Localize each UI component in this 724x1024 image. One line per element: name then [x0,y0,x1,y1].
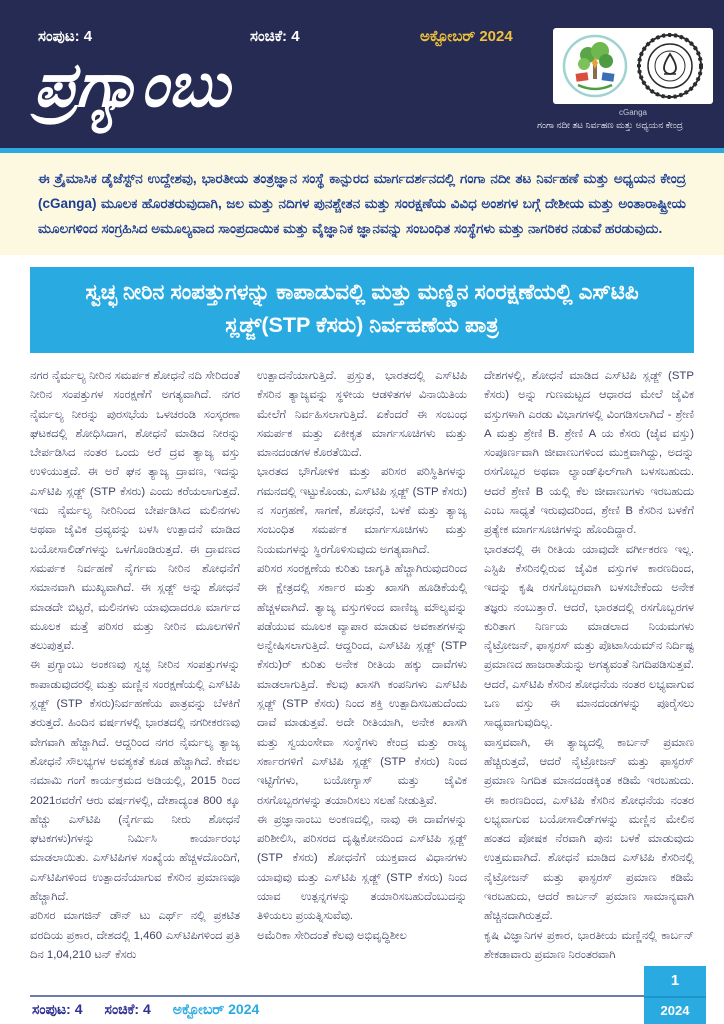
article-paragraph: ದೇಶಗಳಲ್ಲಿ, ಶೋಧನೆ ಮಾಡಿದ ಎಸ್‌ಟಿಪಿ ಸ್ಲಡ್ಜ್ (STP ಕೆಸರು) ಅನ್ನು ಗುಣಮಟ್ಟದ ಆಧಾರದ ಮೇಲೆ ಜೈವಿಕ ವಸ್ತುಗಳಾಗಿ ಎರಡು ವಿಭಾಗಗಳಲ್ಲಿ ವಿಂಗಡಿಸಲಾಗಿದೆ - ಶ್ರೇಣಿ A ಮತ್ತು ಶ್ರೇಣಿ B. ಶ್ರೇಣಿ A ಯ ಕೆಸರು (ಜೈವ ವಸ್ತು) ಸಂಪೂರ್ಣವಾಗಿ ಜೀವಾಣುಗಳಿಂದ ಮುಕ್ತವಾಗಿದ್ದು, ಅದನ್ನು ರಸಗೊಬ್ಬರ ಅಥವಾ ಲ್ಯಾಂಡ್‌ಫಿಲ್‌ಗಾಗಿ ಬಳಸಬಹುದು. ಆದರೆ ಶ್ರೇಣಿ B ಯಲ್ಲಿ ಕೆಲ ಜೀವಾಣುಗಳು ಇರಬಹುದು ಎಂಬ ಸಾಧ್ಯತೆ ಇರುವುದರಿಂದ, ಶ್ರೇಣಿ B ಕೆಸರಿನ ಬಳಕೆಗೆ ಪ್ರತ್ಯೇಕ ಮಾರ್ಗಸೂಚಿಗಳನ್ನು ಹೊಂದಿದ್ದಾರೆ. [484,370,694,537]
masthead-title: ಪ್ರಗ್ಯಾಂಬು [34,48,230,121]
article-column-1 [30,367,240,1007]
article-paragraph: ನಗರ ನೈರ್ಮಲ್ಯ ನೀರಿನ ಸಮರ್ಪಕ ಶೋಧನೆ ನದಿ ಸೇರಿದಂತೆ ನೀರಿನ ಸಂಪತ್ತುಗಳ ಸಂರಕ್ಷಣೆಗೆ ಅಗತ್ಯವಾಗಿದೆ. ನಗರ ನೈರ್ಮಲ್ಯ ನೀರನ್ನು ಪುರಸಭೆಯ ಒಳಚರಂಡಿ ಸಂಸ್ಕರಣಾ ಘಟಕದಲ್ಲಿ ಶೋಧಿಸಿದಾಗ, ಶೋಧನೆ ಮಾಡಿದ ನೀರನ್ನು ಬೇರ್ಪಡಿಸಿದ ನಂತರ ಒಂದು ಅರೆ ದ್ರವ ತ್ಯಾಜ್ಯ ವಸ್ತು ಉಳಿಯುತ್ತದೆ. ಈ ಅರೆ ಘನ ತ್ಯಾಜ್ಯ ದ್ರಾವಣ, ಇದನ್ನು ಎಸ್‌ಟಿಪಿ ಸ್ಲಡ್ಜ್ (STP ಕೆಸರು) ಎಂದು ಕರೆಯಲಾಗುತ್ತದೆ. ಇದು ನೈರ್ಮಲ್ಯ ನೀರಿನಿಂದ ಬೇರ್ಪಡಿಸಿದ ಮಲಿನಗಳು ಅಥವಾ ಜೈವಿಕ ದ್ರವ್ಯವನ್ನು ಬಳಸಿ ಉತ್ಪಾದನೆ ಮಾಡಿದ ಬಯೋಸಾಲಿಡ್‌ಗಳನ್ನು ಒಳಗೊಂಡಿರುತ್ತದೆ. ಈ ದ್ರಾವಣದ ಸಮರ್ಪಕ ನಿರ್ವಹಣೆ ನೈರ್ಗಮ ನೀರಿನ ಶೋಧನೆಗೆ ಸಮಾನವಾಗಿ ಮುಖ್ಯವಾಗಿದೆ. ಈ ಸ್ಲಡ್ಜ್ ಅನ್ನು ಶೋಧನೆ ಮಾಡದೇ ಬಿಟ್ಟರೆ, ಮಲಿನಗಳು ಯಾವುದಾದರೂ ಮಾರ್ಗದ ಮೂಲಕ ಮತ್ತೆ ಪರಿಸರ ಮತ್ತು ನೀರಿನ ಮೂಲಗಳಿಗೆ ತಲುಪುತ್ತವೆ. [30,370,240,653]
footer-rule [30,995,644,997]
footer-volume-label: ಸಂಪುಟ: 4 [32,1001,83,1017]
article-paragraph: ಈ ಪ್ರಜ್ಞಾನಾಂಬು ಅಂಕಣದಲ್ಲಿ, ನಾವು ಈ ದಾವೆಗಳನ್ನು ಪರಿಶೀಲಿಸಿ, ಪರಿಸರದ ದೃಷ್ಟಿಕೋನದಿಂದ ಎಸ್‌ಟಿಪಿ ಸ್ಲಡ್ಜ್ (STP ಕೆಸರು) ಶೋಧನೆಗೆ ಯುಕ್ತವಾದ ವಿಧಾನಗಳು ಯಾವುವು ಮತ್ತು ಎಸ್‌ಟಿಪಿ ಸ್ಲಡ್ಜ್ (STP ಕೆಸರು) ನಿಂದ ಯಾವ ಉತ್ಪನ್ನಗಳನ್ನು ತಯಾರಿಸಬಹುದೆಂಬುದನ್ನು ತಿಳಿಯಲು ಪ್ರಯತ್ನಿಸುವೆವು. [257,813,467,923]
cganga-logo-icon [562,33,628,99]
article-paragraph: ವಾಸ್ತವವಾಗಿ, ಈ ತ್ಯಾಜ್ಯದಲ್ಲಿ ಕಾರ್ಬನ್ ಪ್ರಮಾಣ ಹೆಚ್ಚಿರುತ್ತದೆ, ಆದರೆ ನೈಟ್ರೋಜನ್ ಮತ್ತು ಫಾಸ್ಫರಸ್ ಪ್ರಮಾಣ ನಿಗದಿತ ಮಾನದಂಡಕ್ಕಿಂತ ಕಡಿಮೆ ಇರಬಹುದು. ಈ ಕಾರಣದಿಂದ, ಎಸ್‌ಟಿಪಿ ಕೆಸರಿನ ಶೋಧನೆಯ ನಂತರ ಲಭ್ಯವಾಗುವ ಬಯೋಸಾಲಿಡ್‌ಗಳನ್ನು ಮಣ್ಣಿನ ಮೇಲಿನ ಹಂತದ ಪೋಷಕ ನೆರವಾಗಿ ಪುನಃ ಬಳಕೆ ಮಾಡುವುದು ಉತ್ತಮವಾಗಿದೆ. ಶೋಧನೆ ಮಾಡಿದ ಎಸ್‌ಟಿಪಿ ಕೆಸರಿನಲ್ಲಿ ನೈಟ್ರೋಜನ್ ಮತ್ತು ಫಾಸ್ಫರಸ್ ಪ್ರಮಾಣ ಕಡಿಮೆ ಇರಬಹುದು, ಆದರೆ ಕಾರ್ಬನ್ ಪ್ರಮಾಣ ಸಾಮಾನ್ಯವಾಗಿ ಹೆಚ್ಚಿನದಾಗಿರುತ್ತದೆ. [484,736,694,923]
footer-meta [32,1001,259,1018]
article-paragraph: ಕೃಷಿ ವಿಜ್ಞಾನಿಗಳ ಪ್ರಕಾರ, ಭಾರತೀಯ ಮಣ್ಣಿನಲ್ಲಿ ಕಾರ್ಬನ್ ಶೇಕಡಾವಾರು ಪ್ರಮಾಣ ನಿರಂತರವಾಗಿ [484,929,694,961]
article-column-3 [484,367,694,1007]
masthead-header [0,0,724,148]
article-headline-box [30,267,694,353]
article-headline: ಸ್ವಚ್ಛ ನೀರಿನ ಸಂಪತ್ತುಗಳನ್ನು ಕಾಪಾಡುವಲ್ಲಿ ಮತ್ತು ಮಣ್ಣಿನ ಸಂರಕ್ಷಣೆಯಲ್ಲಿ ಎಸ್‌ಟಿಪಿ ಸ್ಲಡ್ಜ್(STP ಕೆಸರು) ನಿರ್ವಹಣೆಯ ಪಾತ್ರ [85,280,639,337]
org-caption: ಗಂಗಾ ನದೀ ತಟ ನಿರ್ವಹಣ ಮತ್ತು ಅಧ್ಯಯನ ಕೇಂದ್ರ [537,120,683,130]
article-paragraph: ಭಾರತದಲ್ಲಿ ಈ ರೀತಿಯ ಯಾವುದೇ ವರ್ಗೀಕರಣ ಇಲ್ಲ. ಎಸ್ಟಿಪಿ ಕೆಸರಿನಲ್ಲಿರುವ ಜೈವಿಕ ವಸ್ತುಗಳ ಕಾರಣದಿಂದ, ಇದನ್ನು ಕೃಷಿ ರಸಗೊಬ್ಬರವಾಗಿ ಬಳಸಬೇಕೆಂದು ಅನೇಕ ತಜ್ಞರು ನಂಬುತ್ತಾರೆ. ಆದರೆ, ಭಾರತದಲ್ಲಿ ರಸಗೊಬ್ಬರಗಳ ಕುರಿತಾಗ ನಿರ್ಣಯ ಮಾಡಲಾದ ನಿಯಮಗಳು ನೈಟ್ರೋಜನ್, ಫಾಸ್ಫರಸ್ ಮತ್ತು ಪೊಟಾಸಿಯಮ್‌ನ ನಿರ್ದಿಷ್ಟ ಪ್ರಮಾಣದ ಹಾಜರಾತೆಯನ್ನು ಅಗತ್ಯವಂತೆ ನಿಗದಿಪಡಿಸುತ್ತವೆ. ಆದರೆ, ಎಸ್‌ಟಿಪಿ ಕೆಸರಿನ ಶೋಧನೆಯ ನಂತರ ಲಭ್ಯವಾಗುವ ಒಣ ವಸ್ತು ಈ ಮಾನದಂಡಗಳನ್ನು ಪೂರೈಸಲು ಸಾಧ್ಯವಾಗುವುದಿಲ್ಲ. [484,543,694,730]
iit-kanpur-seal-icon [636,32,704,100]
article-body [0,353,724,1007]
article-paragraph: ಉತ್ಪಾದನೆಯಾಗುತ್ತಿದೆ. ಪ್ರಸ್ತುತ, ಭಾರತದಲ್ಲಿ ಎಸ್‌ಟಿಪಿ ಕೆಸರಿನ ತ್ಯಾಜ್ಯವನ್ನು ಸ್ಥಳೀಯ ಆಡಳಿತಗಳ ವಿನಾಯಿತಿಯ ಮೇಲೆಗೆ ನಿರ್ವಹಿಸಲಾಗುತ್ತಿದೆ. ಏಕೆಂದರೆ ಈ ಸಂಬಂಧ ಸಮರ್ಪಕ ಮತ್ತು ಏಕೀಕೃತ ಮಾರ್ಗಸೂಚಿಗಳು ಮತ್ತು ಮಾನದಂಡಗಳ ಕೊರತೆಯಿದೆ. [257,370,467,460]
article-paragraph: ಪರಿಸರ ಮಾಗಜಿನ್ ಡೌನ್ ಟು ಎರ್ಥ್ ನಲ್ಲಿ ಪ್ರಕಟಿತ ವರದಿಯ ಪ್ರಕಾರ, ದೇಶದಲ್ಲಿ 1,460 ಎಸ್‌ಟಿಪಿಗಳಿಂದ ಪ್ರತಿ ದಿನ 1,04,210 ಟನ್ ಕೆಸರು [30,910,240,961]
logo-box [553,28,713,104]
article-paragraph: ಈ ಪ್ರಗ್ಯಾಂಬು ಅಂಕಣವು ಸ್ವಚ್ಛ ನೀರಿನ ಸಂಪತ್ತುಗಳನ್ನು ಕಾಪಾಡುವುದರಲ್ಲಿ ಮತ್ತು ಮಣ್ಣಿನ ಸಂರಕ್ಷಣೆಯಲ್ಲಿ ಎಸ್‌ಟಿಪಿ ಸ್ಲಡ್ಜ್ (STP ಕೆಸರು)ನಿರ್ವಹಣೆಯ ಪಾತ್ರವನ್ನು ಬೆಳಕಿಗೆ ತರುತ್ತದೆ. ಹಿಂದಿನ ವರ್ಷಗಳಲ್ಲಿ ಭಾರತದಲ್ಲಿ ನಗರೀಕರಣವು ವೇಗವಾಗಿ ಹೆಚ್ಚಾಗಿದೆ. ಆದ್ದರಿಂದ ನಗರ ನೈರ್ಮಲ್ಯ ತ್ಯಾಜ್ಯ ಶೋಧನೆ ಸೌಲಭ್ಯಗಳ ಅವಶ್ಯಕತೆ ಕೂಡ ಹೆಚ್ಚಾಗಿದೆ. ಕೇವಲ ನಮಾಮಿ ಗಂಗೆ ಕಾರ್ಯಕ್ರಮದ ಅಡಿಯಲ್ಲಿ, 2015 ರಿಂದ 2021ರವರೆಗೆ ಆರು ವರ್ಷಗಳಲ್ಲಿ, ದೇಶಾದ್ಯಂತ 800 ಕ್ಕೂ ಹೆಚ್ಚು ಎಸ್‌ಟಿಪಿ (ನೈರ್ಗಮ ನೀರು ಶೋಧನೆ ಘಟಕಗಳು)ಗಳನ್ನು ನಿರ್ಮಿಸಿ ಕಾರ್ಯಾರಂಭ ಮಾಡಲಾಯಿತು. ಎಸ್‌ಟಿಪಿಗಳ ಸಂಖ್ಯೆಯ ಹೆಚ್ಚಳದೊಂದಿಗೆ, ಎಸ್‌ಟಿಪಿಗಳಿಂದ ಉತ್ಪಾದನೆಯಾಗುವ ಕೆಸರಿನ ಪ್ರಮಾಣವೂ ಹೆಚ್ಚಾಗಿದೆ. [30,659,240,904]
cganga-logo-caption: cGanga [618,108,648,117]
article-paragraph: ಅಮೆರಿಕಾ ಸೇರಿದಂತೆ ಕೆಲವು ಅಭಿವೃದ್ಧಿಶೀಲ [257,929,407,942]
page-number: 1 [644,966,706,998]
intro-band [0,153,724,255]
footer-issue-label: ಸಂಚಿಕೆ: 4 [104,1001,151,1017]
date-label: ಅಕ್ಟೋಬರ್ 2024 [420,28,513,45]
page-year: 2024 [660,1003,690,1018]
page-number-badge [644,966,706,1024]
article-paragraph: ಪರಿಸರ ಸಂರಕ್ಷಣೆಯ ಕುರಿತು ಜಾಗೃತಿ ಹೆಚ್ಚಾಗಿರುವುದರಿಂದ ಈ ಕ್ಷೇತ್ರದಲ್ಲಿ ಸರ್ಕಾರ ಮತ್ತು ಖಾಸಗಿ ಹೂಡಿಕೆಯಲ್ಲಿ ಹೆಚ್ಚಳವಾಗಿದೆ. ತ್ಯಾಜ್ಯ ವಸ್ತುಗಳಿಂದ ವಾಣಿಜ್ಯ ಮೌಲ್ಯವನ್ನು ಪಡೆಯುವ ಮೂಲಕ ವ್ಯಾಪಾರ ಮಾಡುವ ಅವಕಾಶಗಳನ್ನು ಅನ್ವೇಷಿಸಲಾಗುತ್ತಿದೆ. ಆದ್ದರಿಂದ, ಎಸ್‌ಟಿಪಿ ಸ್ಲಡ್ಜ್ (STP ಕೆಸರು)ರ್ ಕುರಿತು ಅನೇಕ ರೀತಿಯ ಹಕ್ಕು ದಾವೆಗಳು ಮಾಡಲಾಗುತ್ತಿದೆ. ಕೆಲವು ಖಾಸಗಿ ಕಂಪನಿಗಳು ಎಸ್‌ಟಿಪಿ ಸ್ಲಡ್ಜ್ (STP ಕೆಸರು) ನಿಂದ ಶಕ್ತಿ ಉತ್ಪಾದಿಸಬಹುದೆಂದು ದಾವೆ ಮಾಡುತ್ತವೆ. ಅದೇ ರೀತಿಯಾಗಿ, ಅನೇಕ ಖಾಸಗಿ ಮತ್ತು ಸ್ವಯಂಸೇವಾ ಸಂಸ್ಥೆಗಳು ಕೇಂದ್ರ ಮತ್ತು ರಾಜ್ಯ ಸರ್ಕಾರಗಳಿಗೆ ಎಸ್‌ಟಿಪಿ ಸ್ಲಡ್ಜ್ (STP ಕೆಸರು) ನಿಂದ ಇಟ್ಟಿಗೆಗಳು, ಬಯೋಗ್ಯಾಸ್ ಮತ್ತು ಜೈವಿಕ ರಸಗೊಬ್ಬರಗಳನ್ನು ತಯಾರಿಸಲು ಸಲಹೆ ನೀಡುತ್ತಿವೆ. [257,562,467,807]
issue-label: ಸಂಚಿಕೆ: 4 [250,28,300,45]
footer-date-label: ಅಕ್ಟೋಬರ್ 2024 [172,1001,260,1017]
article-paragraph: ಭಾರತದ ಭೌಗೋಳಿಕ ಮತ್ತು ಪರಿಸರ ಪರಿಸ್ಥಿತಿಗಳನ್ನು ಗಮನದಲ್ಲಿ ಇಟ್ಟುಕೊಂಡು, ಎಸ್‌ಟಿಪಿ ಸ್ಲಡ್ಜ್ (STP ಕೆಸರು) ನ ಸಂಗ್ರಹಣೆ, ಸಾಗಣೆ, ಶೋಧನೆ, ಬಳಕೆ ಮತ್ತು ತ್ಯಾಜ್ಯ ಸಂಬಂಧಿತ ಸಮರ್ಪಕ ಮಾರ್ಗಸೂಚಿಗಳು ಮತ್ತು ನಿಯಮಗಳನ್ನು ಸ್ಥಿರಗೊಳಿಸುವುದು ಅಗತ್ಯವಾಗಿದೆ. [257,466,467,556]
volume-label: ಸಂಪುಟ: 4 [38,28,93,45]
article-column-2 [257,367,467,1007]
intro-paragraph: ಈ ತ್ರೈಮಾಸಿಕ ಡೈಜೆಸ್ಟ್‌ನ ಉದ್ದೇಶವು, ಭಾರತೀಯ ತಂತ್ರಜ್ಞಾನ ಸಂಸ್ಥೆ ಕಾನ್ಪುರದ ಮಾರ್ಗದರ್ಶನದಲ್ಲಿ ಗಂಗಾ ನದೀ ತಟ ನಿರ್ವಹಣೆ ಮತ್ತು ಅಧ್ಯಯನ ಕೇಂದ್ರ (cGanga) ಮೂಲಕ ಹೊರತರುವುದಾಗಿ, ಜಲ ಮತ್ತು ನದಿಗಳ ಪುನಶ್ಚೇತನ ಮತ್ತು ಸಂರಕ್ಷಣೆಯ ವಿವಿಧ ಅಂಶಗಳ ಬಗ್ಗೆ ದೇಶೀಯ ಮತ್ತು ಅಂತಾರಾಷ್ಟ್ರೀಯ ಮೂಲಗಳಿಂದ ಸಂಗ್ರಹಿಸಿದ ಅಮೂಲ್ಯವಾದ ಸಾಂಪ್ರದಾಯಿಕ ಮತ್ತು ವೈಜ್ಞಾನಿಕ ಜ್ಞಾನವನ್ನು ಸಂಬಂಧಿತ ಸಂಸ್ಥೆಗಳು ಮತ್ತು ನಾಗರಿಕರ ನಡುವೆ ಹರಡುವುದು. [38,171,686,236]
